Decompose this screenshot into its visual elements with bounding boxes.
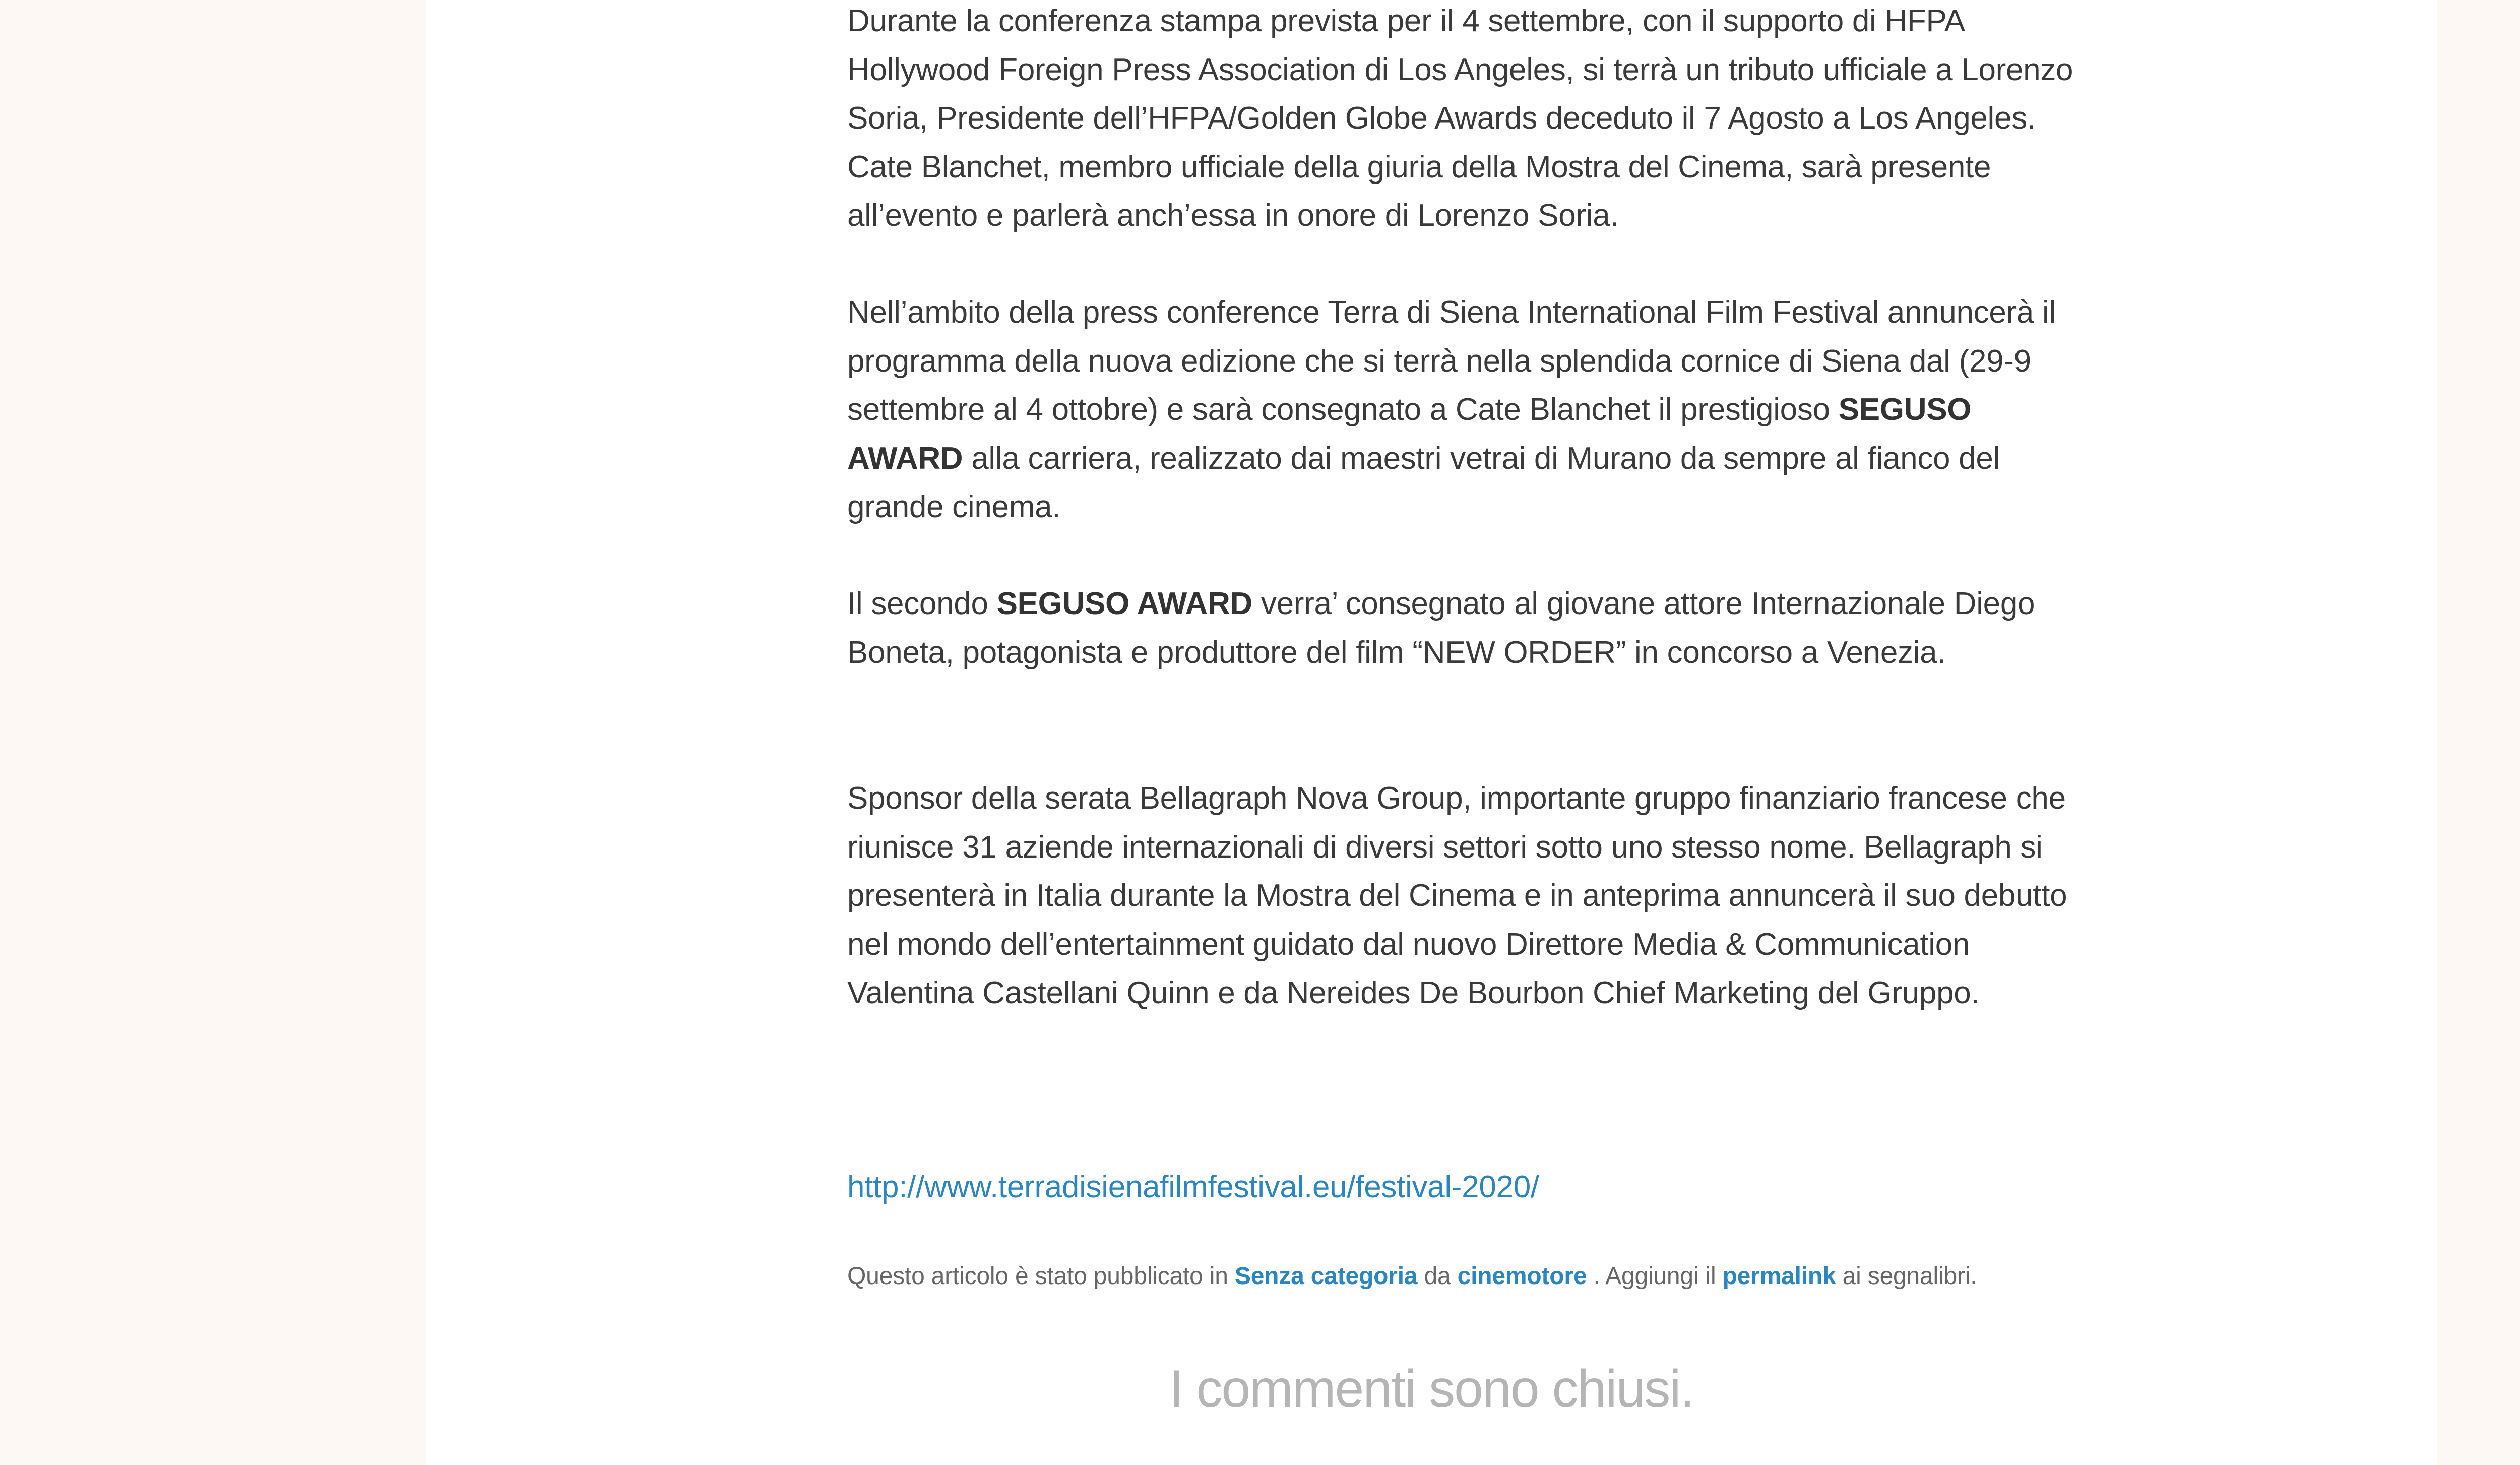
paragraph-line: programma della nuova edizione che si terrà nella splendida cornice di Siena dal (29-9 [847, 343, 2031, 379]
comments-closed-notice: I commenti sono chiusi. [1169, 1360, 1694, 1418]
paragraph-line: Hollywood Foreign Press Association di Los Angeles, si terrà un tributo ufficiale a Lorenzo [847, 52, 2073, 87]
paragraph-line: verra’ consegnato al giovane attore Internazionale Diego [1252, 586, 2035, 621]
meta-text: . Aggiungi il [1587, 1263, 1723, 1290]
paragraph-line: Durante la conferenza stampa prevista per il 4 settembre, con il supporto di HFPA [847, 4, 1965, 38]
permalink-link[interactable]: permalink [1722, 1263, 1836, 1290]
paragraph-line: all’evento e parlerà anch’essa in onore di Lorenzo Soria. [847, 198, 1619, 233]
paragraph-line: Valentina Castellani Quinn e da Nereides De Bourbon Chief Marketing del Gruppo. [847, 975, 1980, 1010]
category-link[interactable]: Senza categoria [1234, 1263, 1418, 1290]
paragraph-press-conference [847, 288, 2056, 532]
meta-text: Questo articolo è stato pubblicato in [847, 1263, 1235, 1290]
award-name-bold: AWARD [847, 441, 963, 476]
paragraph-line: nel mondo dell’entertainment guidato dal nuovo Direttore Media & Communication [847, 927, 1970, 962]
entry-meta [847, 1261, 1977, 1292]
paragraph-line: alla carriera, realizzato dai maestri vetrai di Murano da sempre al fianco del [963, 441, 2000, 476]
paragraph-tribute [847, 0, 2073, 240]
paragraph-sponsor [847, 774, 2067, 1018]
paragraph-line: Sponsor della serata Bellagraph Nova Group, importante gruppo finanziario francese che [847, 781, 2066, 816]
paragraph-line: riunisce 31 aziende internazionali di diversi settori sotto uno stesso nome. Bellagraph si [847, 829, 2043, 865]
paragraph-second-award [847, 580, 2035, 677]
paragraph-line: Nell’ambito della press conference Terra di Siena International Film Festival annuncerà il [847, 295, 2056, 330]
meta-text: da [1417, 1263, 1458, 1290]
paragraph-line: Cate Blanchet, membro ufficiale della giuria della Mostra del Cinema, sarà presente [847, 149, 1991, 185]
festival-link[interactable]: http://www.terradisienafilmfestival.eu/festival-2020/ [847, 1170, 1539, 1204]
meta-text: ai segnalibri. [1836, 1263, 1977, 1290]
paragraph-line: presenterà in Italia durante la Mostra del Cinema e in anteprima annuncerà il suo debutto [847, 878, 2067, 913]
award-name-bold: SEGUSO AWARD [996, 586, 1252, 621]
paragraph-line: grande cinema. [847, 490, 1061, 524]
paragraph-line: Il secondo [847, 586, 997, 621]
festival-link-container [847, 1165, 1539, 1210]
paragraph-line: Boneta, potagonista e produttore del film “NEW ORDER” in concorso a Venezia. [847, 635, 1946, 670]
author-link[interactable]: cinemotore [1457, 1263, 1587, 1290]
paragraph-line: settembre al 4 ottobre) e sarà consegnato a Cate Blanchet il prestigioso [847, 392, 1839, 427]
award-name-bold: SEGUSO [1838, 392, 1972, 427]
paragraph-line: Soria, Presidente dell’HFPA/Golden Globe Awards deceduto il 7 Agosto a Los Angeles. [847, 101, 2036, 136]
